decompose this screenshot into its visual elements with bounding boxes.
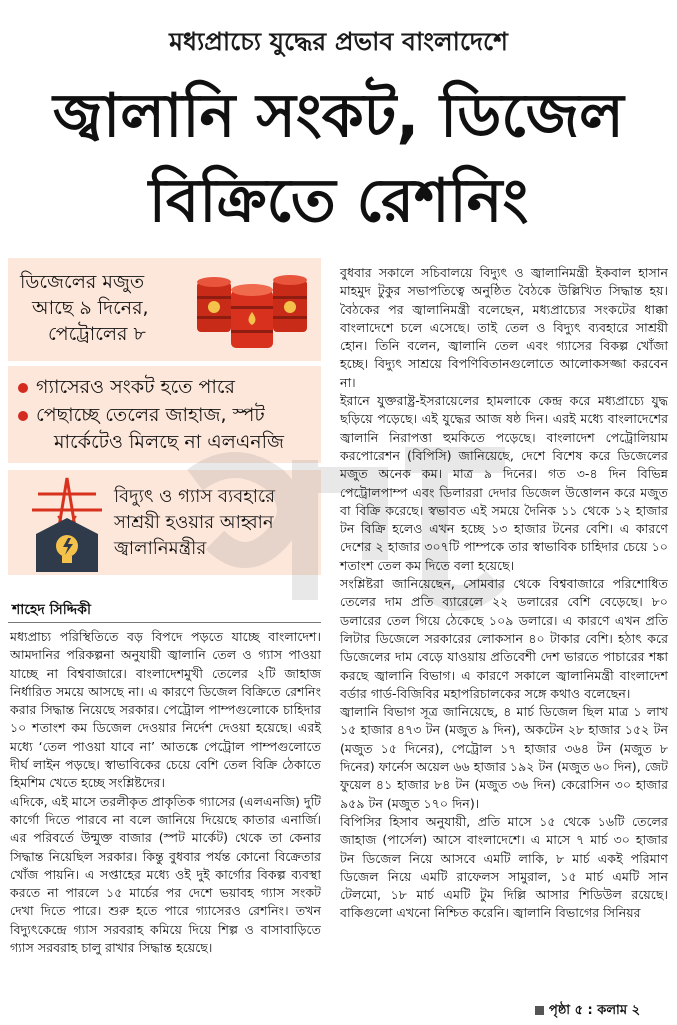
power-tower-bulb-icon: [28, 476, 106, 572]
right-paragraph: ইরানে যুক্তরাষ্ট্র-ইসরায়েলের হামলাকে কেন্দ্র করে মধ্যপ্রাচ্যে যুদ্ধ ছড়িয়ে পড়েছে। এই যুদ্ধের আজ ষষ্ঠ দিন। এরই মধ্যে বাংলাদেশের জ্বালানি নিরাপত্তা হুমকিতে পড়েছে। বাংলাদেশ পেট্রোলিয়াম করপোরেশন (বিপিসি) জানিয়েছে, দেশে বিশেষ করে ডিজেলের মজুত অনেক কম। মাত্র ৯ দিনের। গত ৩-৪ দিন বিভিন্ন পেট্রোলপাম্প এবং ডিলাররা দেদার ডিজেল উত্তোলন করে মজুত বা বিক্রি করেছে। স্বভাবত এই সময়ে দৈনিক ১১ থেকে ১২ হাজার টন বিক্রি হলেও এখন হচ্ছে ১৩ হাজার টনের বেশি। এ কারণে দেশের ২ হাজার ৩০৭টি পাম্পকে তার স্বাভাবিক চাহিদার চেয়ে ১০ শতাংশ তেল কম দিতে বলা হয়েছে।: [340, 393, 668, 573]
byline-divider: [8, 622, 321, 623]
left-paragraph: মধ্যপ্রাচ্য পরিস্থিতিতে বড় বিপদে পড়তে যাচ্ছে বাংলাদেশ। আমদানির পরিকল্পনা অনুযায়ী জ্বালানি তেল ও গ্যাস পাওয়া যাচ্ছে না বিশ্ববাজারে। বাংলাদেশমুখী তেলের ২টি জাহাজ নির্ধারিত সময়ে আসছে না। এ কারণে ডিজেল বিক্রিতে রেশনিং করার সিদ্ধান্ত নিয়েছে সরকার। পেট্রোল পাম্পগুলোকে চাহিদার ১০ শতাংশ কম ডিজেল দেওয়ার নির্দেশ দেওয়া হয়েছে। এরই মধ্যে ‘তেল পাওয়া যাবে না’ আতঙ্কে পেট্রোল পাম্পগুলোতে দীর্ঘ লাইন পড়ছে। স্বাভাবিকের চেয়ে বেশি তেল বিক্রি ঠেকাতে হিমশিম খেতে হচ্ছে সংশ্লিষ্টদের।: [10, 629, 321, 791]
kicker: মধ্যপ্রাচ্যে যুদ্ধের প্রভাব বাংলাদেশে: [169, 27, 508, 56]
square-bullet-icon: [535, 1006, 544, 1015]
bullet-dot-icon: [18, 411, 28, 421]
bullet-text: গ্যাসেরও সংকট হতে পারে: [36, 376, 235, 398]
highlight-box-stock: [8, 258, 321, 361]
headline-line-2: বিক্রিতে রেশনিং: [148, 166, 529, 236]
highlight-line-1: ডিজেলের মজুত: [20, 271, 145, 293]
oil-barrels-icon: [193, 272, 313, 352]
continuation-note[interactable]: [535, 1001, 640, 1022]
right-paragraph: বিপিসির হিসাব অনুযায়ী, প্রতি মাসে ১৫ থেকে ১৬টি তেলের জাহাজ (পার্সেল) আসে বাংলাদেশে। এ মাসে ৭ মার্চ ৩০ হাজার টন ডিজেল নিয়ে আসবে এমটি লাকি, ৮ মার্চ একই পরিমাণ ডিজেল নিয়ে এমটি রাফেলস সামুরাল, ১৫ মার্চ এমটি সান টেলমো, ১৮ মার্চ এমটি টুম দিল্লি আসার শিডিউল রয়েছে। বাকিগুলো এখনো নিশ্চিত করেনি। জ্বালানি বিভাগের সিনিয়র: [340, 813, 668, 921]
right-column-body: [340, 264, 668, 923]
left-column-body: [10, 628, 321, 957]
appeal-line-3: জ্বালানিমন্ত্রীর: [114, 538, 207, 559]
left-paragraph: এদিকে, এই মাসে তরলীকৃত প্রাকৃতিক গ্যাসের (এলএনজি) দুটি কার্গো দিতে পারবে না বলে জানিয়ে দিয়েছে কাতার এনার্জি। এর পরিবর্তে উন্মুক্ত বাজার (স্পট মার্কেট) থেকে তা কেনার সিদ্ধান্ত নিয়েছিল সরকার। কিন্তু বুধবার পর্যন্ত কোনো বিক্রেতার খোঁজ পায়নি। এ সপ্তাহের মধ্যে ওই দুই কার্গোর বিকল্প ব্যবস্থা করতে না পারলে ১৫ মার্চের পর দেশে ভয়াবহ গ্যাস সংকট দেখা দিতে পারে। শুরু হতে পারে গ্যাসেরও রেশনিং। তখন বিদ্যুৎকেন্দ্রে গ্যাস সরবরাহ কমিয়ে দিয়ে শিল্প ও বাসাবাড়িতে গ্যাস সরবরাহ চালু রাখার সিদ্ধান্ত হয়েছে।: [10, 793, 321, 956]
right-paragraph: বুধবার সকালে সচিবালয়ে বিদ্যুৎ ও জ্বালানিমন্ত্রী ইকবাল হাসান মাহমুদ টুকুর সভাপতিত্বে অনুষ্ঠিত বৈঠকে উল্লিখিত সিদ্ধান্ত হয়। বৈঠকের পর জ্বালানিমন্ত্রী বলেছেন, মধ্যপ্রাচ্যের সংকটের ধাক্কা বাংলাদেশে চলে এসেছে। তাই তেল ও বিদ্যুৎ ব্যবহারে সাশ্রয়ী হোন। তিনি বলেন, জ্বালানি তেল এবং গ্যাসের বিকল্প খোঁজা হচ্ছে। বিদ্যুৎ সাশ্রয়ে বিপণিবিতানগুলোতে আলোকসজ্জা করবেন না।: [340, 265, 668, 390]
continuation-text: পৃষ্ঠা ৫ : কলাম ২: [549, 1003, 641, 1018]
right-paragraph: জ্বালানি বিভাগ সূত্র জানিয়েছে, ৪ মার্চ ডিজেল ছিল মাত্র ১ লাখ ১৫ হাজার ৪৭৩ টন (মজুত ৯ দিন), অকটেন ২৮ হাজার ১৫২ টন (মজুত ১৫ দিনের), পেট্রোল ১৭ হাজার ৩৬৪ টন (মজুত ৮ দিনের) ফার্নেস অয়েল ৬৬ হাজার ১৯২ টন (মজুত ৬০ দিন), জেট ফুয়েল ৪১ হাজার ৮৪ টন (মজুত ৩৬ দিন) কেরোসিন ৩০ হাজার ৯৫৯ টন (মজুত ১৭০ দিন)।: [340, 704, 668, 811]
bullet-item: [18, 374, 235, 401]
highlight-line-3: পেট্রোলের ৮: [48, 323, 146, 345]
headline-line-1: জ্বালানি সংকট, ডিজেল: [53, 81, 624, 151]
bullet-text-line-2: মার্কেটেও মিলছে না এলএনজি: [54, 431, 285, 453]
bullet-text-line-1: পেছাচ্ছে তেলের জাহাজ, স্পট: [36, 404, 265, 426]
appeal-line-1: বিদ্যুৎ ও গ্যাস ব্যবহারে: [114, 486, 276, 507]
byline: শাহেদ সিদ্দিকী: [12, 602, 91, 618]
bullet-dot-icon: [18, 383, 28, 393]
appeal-line-2: সাশ্রয়ী হওয়ার আহ্বান: [114, 512, 274, 533]
right-paragraph: সংশ্লিষ্টরা জানিয়েছেন, সোমবার থেকে বিশ্ববাজারে পরিশোধিত তেলের দাম প্রতি ব্যারেলে ২২ ডলারের বেশি বেড়েছে। ৮০ ডলারের তেল গিয়ে ঠেকেছে ১০৯ ডলারে। এ কারণে এখন প্রতি লিটার ডিজেলে সরকারের লোকসান ৪০ টাকার বেশি। হঠাৎ করে ডিজেলের দাম বেড়ে যাওয়ায় প্রতিবেশী দেশ ভারতে পাচারের শঙ্কা করছে জ্বালানি বিভাগ। এ কারণে সকালে জ্বালানিমন্ত্রী বাংলাদেশ বর্ডার গার্ড-বিজিবির মহাপরিচালকের সঙ্গে কথাও বলেছেন।: [340, 576, 668, 701]
highlight-line-2: আছে ৯ দিনের,: [32, 297, 149, 319]
